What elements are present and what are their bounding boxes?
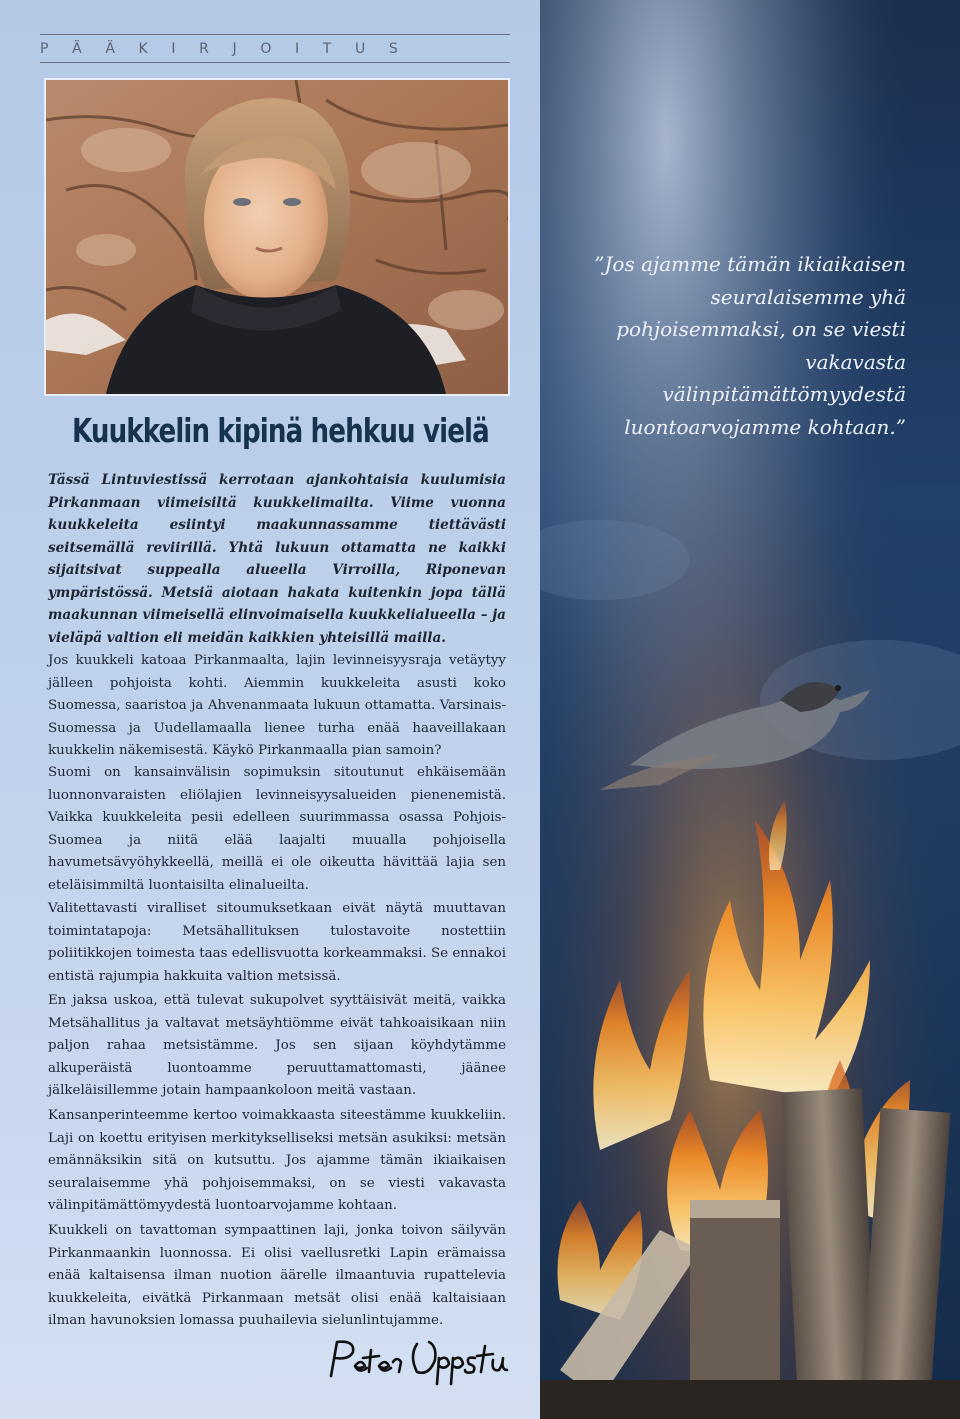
body-paragraph-2: Suomi on kansainvälisin sopimuksin sitoutunut ehkäisemään luonnonvaraisten eliölajien levinneisyysalueiden pienenemistä. Vaikka kuukkeleita pesii edelleen suurimmassa osassa Pohjois-Suomea ja niitä elää laajalti muualla pohjoisella havumetsävyöhykkeellä, meillä ei ole oikeutta hävittää lajia sen eteläisimmiltä luontaisilta elinalueilta.	[48, 765, 506, 893]
article-lead: Tässä Lintuviestissä kerrotaan ajankohtaisia kuulumisia Pirkanmaan viimeisiltä kuukkelimailta. Viime vuonna kuukkeleita esiintyi maakunnassamme tiettävästi seitsemällä reviirillä. Yhtä lukuun ottamatta ne kaikki sijaitsivat suppealla alueella Virroilla, Riponevan ympäristössä. Metsiä aiotaan hakata kuitenkin jopa tällä maakunnan viimeisellä elinvoimaisella kuukkelialueella – ja vieläpä valtion eli meidän kaikkien yhteisillä mailla.	[48, 472, 506, 646]
author-signature	[325, 1336, 510, 1386]
portrait-photo	[44, 78, 510, 396]
article-headline: Kuukkelin kipinä hehkuu vielä	[72, 411, 489, 450]
campfire-photo	[540, 0, 960, 1419]
body-paragraph-3: Valitettavasti viralliset sitoumuksetkaan eivät näytä muuttavan toimintatapoja: Metsähallituksen tulostavoite nostettiin poliitikkojen toimesta taas edellisvuotta korkeammaksi. Se ennakoi entistä rajumpia hakkuita valtion metsissä.	[48, 901, 506, 984]
pull-quote: ”Jos ajamme tämän ikiaikaisen seuralaisemme yhä pohjoisemmaksi, on se viesti vakavasta välinpitämättömyydestä luontoarvojamme kohtaan.”	[594, 252, 906, 439]
body-paragraph-5: Kansanperinteemme kertoo voimakkaasta siteestämme kuukkeliin. Laji on koettu erityisen merkitykselliseksi metsän asukiksi: metsän emännäksikin sitä on kutsuttu. Jos ajamme tämän ikiaikaisen seuralaisemme yhä pohjoisemmaksi, on se viesti vakavasta välinpitämättömyydestä luontoarvojamme kohtaan.	[48, 1108, 506, 1213]
body-paragraph-4: En jaksa uskoa, että tulevat sukupolvet syyttäisivät meitä, vaikka Metsähallitus ja valtavat metsäyhtiömme eivät tahkoaisikaan niin paljon rahaa metsistämme. Jos sen sijaan köyhdytämme alkuperäistä luontoamme peruuttamattomasti, jäänee jälkeläisillemme jotain hampaankoloon meitä vastaan.	[48, 993, 506, 1098]
header-rule-bottom	[40, 62, 510, 63]
body-paragraph-1: Jos kuukkeli katoaa Pirkanmaalta, lajin levinneisyysraja vetäytyy jälleen pohjoista kohti. Aiemmin kuukkeleita asusti koko Suomessa, saaristoa ja Ahvenanmaata lukuun ottamatta. Varsinais-Suomessa ja Uudellamaalla lienee turha enää haaveillakaan kuukkelin näkemisestä. Käykö Pirkanmaalla pian samoin?	[48, 653, 506, 758]
header-rule-top	[40, 34, 510, 35]
body-paragraph-6: Kuukkeli on tavattoman sympaattinen laji, jonka toivon säilyvän Pirkanmaankin luonnossa. Ei olisi vaellusretki Lapin erämaissa enää kaltaisensa ilman nuotion äärelle ilmaantuvia rupattelevia kuukkeleita, eivätkä Pirkanmaan metsät olisi enää kaltaisiaan ilman havunoksien lomassa puuhailevia sielunlintujamme.	[48, 1223, 506, 1328]
section-kicker: P Ä Ä K I R J O I T U S	[40, 41, 408, 57]
